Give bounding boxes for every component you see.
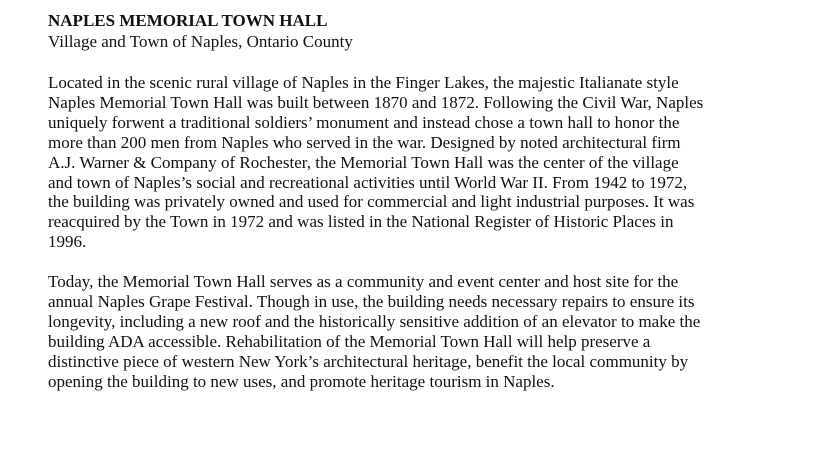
text-line: building ADA accessible. Rehabilitation of the Memorial Town Hall will help preserve a xyxy=(48,331,651,351)
document-title: NAPLES MEMORIAL TOWN HALL xyxy=(48,11,328,30)
text-line: uniquely forwent a traditional soldiers’ monument and instead chose a town hall to honor the xyxy=(48,112,680,132)
text-line: the building was privately owned and used for commercial and light industrial purposes. It was xyxy=(48,192,695,212)
text-line: more than 200 men from Naples who served in the war. Designed by noted architectural firm xyxy=(48,132,681,152)
text-line: distinctive piece of western New York’s architectural heritage, benefit the local community by xyxy=(48,351,689,371)
text-line: 1996. xyxy=(48,232,87,252)
text-line: Located in the scenic rural village of Naples in the Finger Lakes, the majestic Italianate style xyxy=(48,73,679,92)
text-line: annual Naples Grape Festival. Though in use, the building needs necessary repairs to ensure its xyxy=(48,292,695,312)
paragraph-history xyxy=(48,73,818,252)
text-line: longevity, including a new roof and the historically sensitive addition of an elevator to make the xyxy=(48,311,701,331)
text-line: and town of Naples’s social and recreational activities until World War II. From 1942 to 1972, xyxy=(48,172,688,192)
text-line: A.J. Warner & Company of Rochester, the Memorial Town Hall was the center of the village xyxy=(48,152,679,172)
document-subtitle: Village and Town of Naples, Ontario County xyxy=(48,32,353,51)
text-line: opening the building to new uses, and promote heritage tourism in Naples. xyxy=(48,371,555,391)
text-line: Naples Memorial Town Hall was built between 1870 and 1872. Following the Civil War, Naples xyxy=(48,92,704,112)
paragraph-today xyxy=(48,272,818,391)
text-line: Today, the Memorial Town Hall serves as a community and event center and host site for the xyxy=(48,272,679,292)
text-line: reacquired by the Town in 1972 and was listed in the National Register of Historic Places in xyxy=(48,212,674,232)
document xyxy=(48,10,818,412)
